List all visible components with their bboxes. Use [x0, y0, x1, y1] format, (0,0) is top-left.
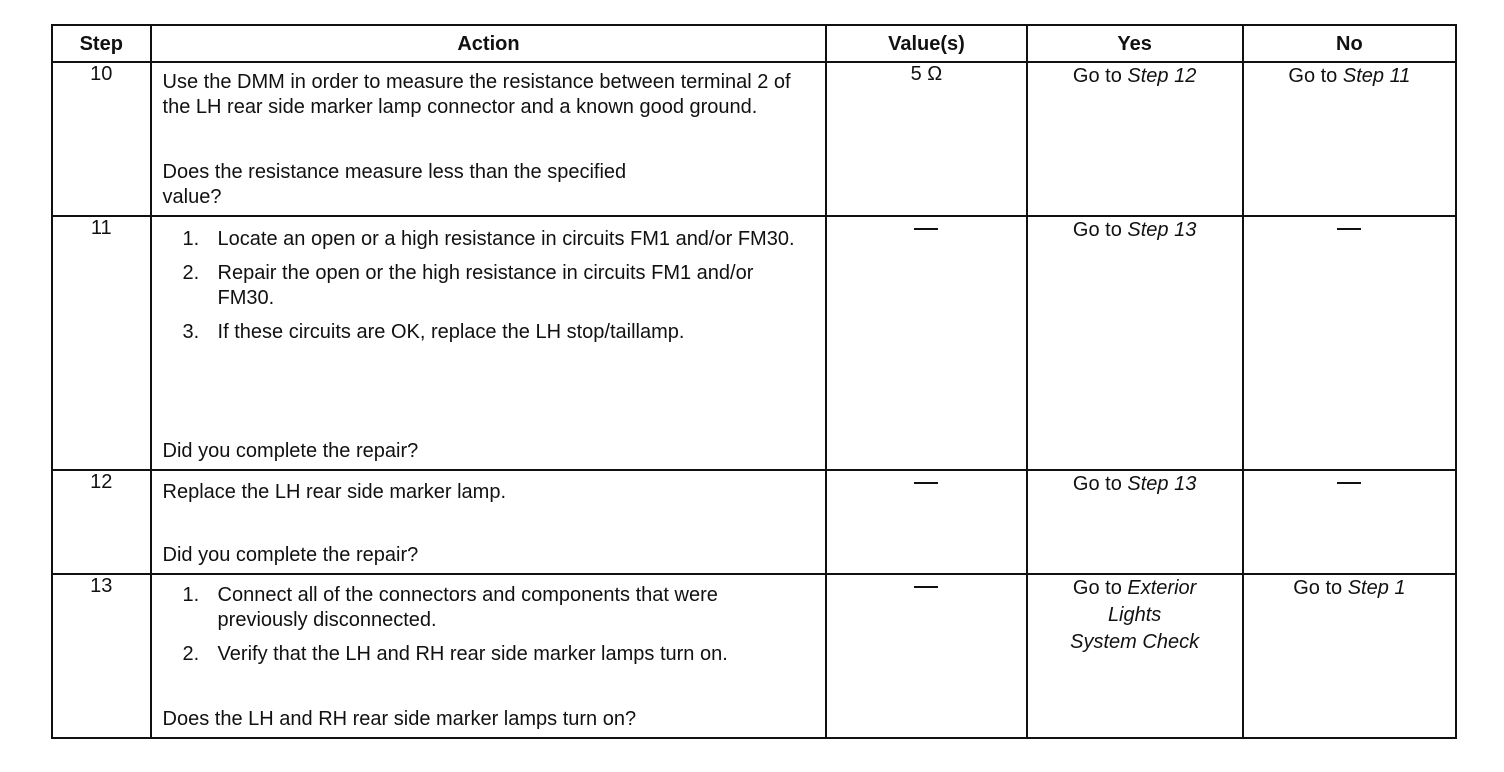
list-item — [183, 583, 816, 633]
action-instruction: Use the DMM in order to measure the resistance between terminal 2 of the LH rear side marker lamp connector and a known good ground. — [162, 71, 791, 118]
step-number: 12 — [52, 470, 151, 574]
diagnostic-table — [51, 24, 1457, 739]
yes-cell — [1027, 470, 1243, 574]
no-cell — [1243, 470, 1456, 574]
list-item — [183, 642, 816, 667]
no-cell — [1243, 574, 1456, 738]
step-number: 13 — [52, 574, 151, 738]
list-text: Verify that the LH and RH rear side marker lamps turn on. — [217, 643, 728, 665]
header-no: No — [1243, 25, 1456, 62]
yes-ref-line2[interactable]: Lights — [1107, 604, 1162, 626]
list-number: 3. — [182, 321, 200, 343]
yes-prefix: Go to — [1072, 65, 1128, 87]
action-cell — [151, 470, 827, 574]
no-cell — [1243, 216, 1456, 470]
table-row-step-13 — [52, 574, 1456, 738]
step-number: 11 — [52, 216, 151, 470]
value-dash — [914, 482, 938, 484]
value-cell — [826, 470, 1026, 574]
list-number: 2. — [182, 262, 200, 284]
step-number: 10 — [52, 62, 151, 216]
list-text: Connect all of the connectors and components that were previously disconnected. — [217, 584, 718, 631]
list-number: 1. — [182, 584, 200, 606]
table-row-step-11 — [52, 216, 1456, 470]
yes-cell — [1027, 574, 1243, 738]
no-prefix: Go to — [1293, 577, 1348, 599]
yes-prefix: Go to — [1072, 219, 1128, 241]
list-item — [183, 261, 816, 311]
list-item — [183, 320, 816, 345]
action-instruction: Replace the LH rear side marker lamp. — [162, 481, 507, 503]
yes-cell — [1027, 62, 1243, 216]
header-yes: Yes — [1027, 25, 1243, 62]
no-step-link[interactable]: Step 11 — [1342, 65, 1411, 87]
list-number: 2. — [182, 643, 200, 665]
list-item — [183, 227, 816, 252]
list-text: Repair the open or the high resistance in circuits FM1 and/or FM30. — [217, 262, 754, 309]
yes-ref-line1[interactable]: Exterior — [1127, 577, 1197, 599]
header-values: Value(s) — [826, 25, 1026, 62]
value-cell — [826, 62, 1026, 216]
action-question: Does the resistance measure less than the specified value? — [162, 161, 627, 208]
action-question: Does the LH and RH rear side marker lamps turn on? — [162, 708, 637, 730]
no-cell — [1243, 62, 1456, 216]
action-cell — [151, 62, 827, 216]
yes-prefix: Go to — [1072, 473, 1128, 495]
list-text: If these circuits are OK, replace the LH stop/taillamp. — [217, 321, 685, 343]
table-row-step-10 — [52, 62, 1456, 216]
value-dash — [914, 586, 938, 588]
yes-cell — [1027, 216, 1243, 470]
action-cell — [151, 574, 827, 738]
no-dash — [1337, 228, 1361, 230]
action-steps-list — [163, 227, 816, 345]
no-dash — [1337, 482, 1361, 484]
list-number: 1. — [182, 228, 200, 250]
yes-step-link[interactable]: Step 13 — [1127, 473, 1197, 495]
action-cell — [151, 216, 827, 470]
no-prefix: Go to — [1288, 65, 1343, 87]
action-steps-list — [163, 583, 816, 667]
yes-ref-line3[interactable]: System Check — [1070, 631, 1200, 653]
table-row-step-12 — [52, 470, 1456, 574]
value-text: 5 Ω — [910, 63, 943, 85]
header-step: Step — [52, 25, 151, 62]
header-action: Action — [151, 25, 827, 62]
action-question: Did you complete the repair? — [162, 544, 419, 566]
value-cell — [826, 216, 1026, 470]
no-step-link[interactable]: Step 1 — [1347, 577, 1406, 599]
header-row — [52, 25, 1456, 62]
value-cell — [826, 574, 1026, 738]
list-text: Locate an open or a high resistance in circuits FM1 and/or FM30. — [217, 228, 795, 250]
yes-prefix: Go to — [1072, 577, 1128, 599]
yes-step-link[interactable]: Step 13 — [1127, 219, 1197, 241]
yes-step-link[interactable]: Step 12 — [1127, 65, 1197, 87]
value-dash — [914, 228, 938, 230]
action-question: Did you complete the repair? — [162, 440, 419, 462]
